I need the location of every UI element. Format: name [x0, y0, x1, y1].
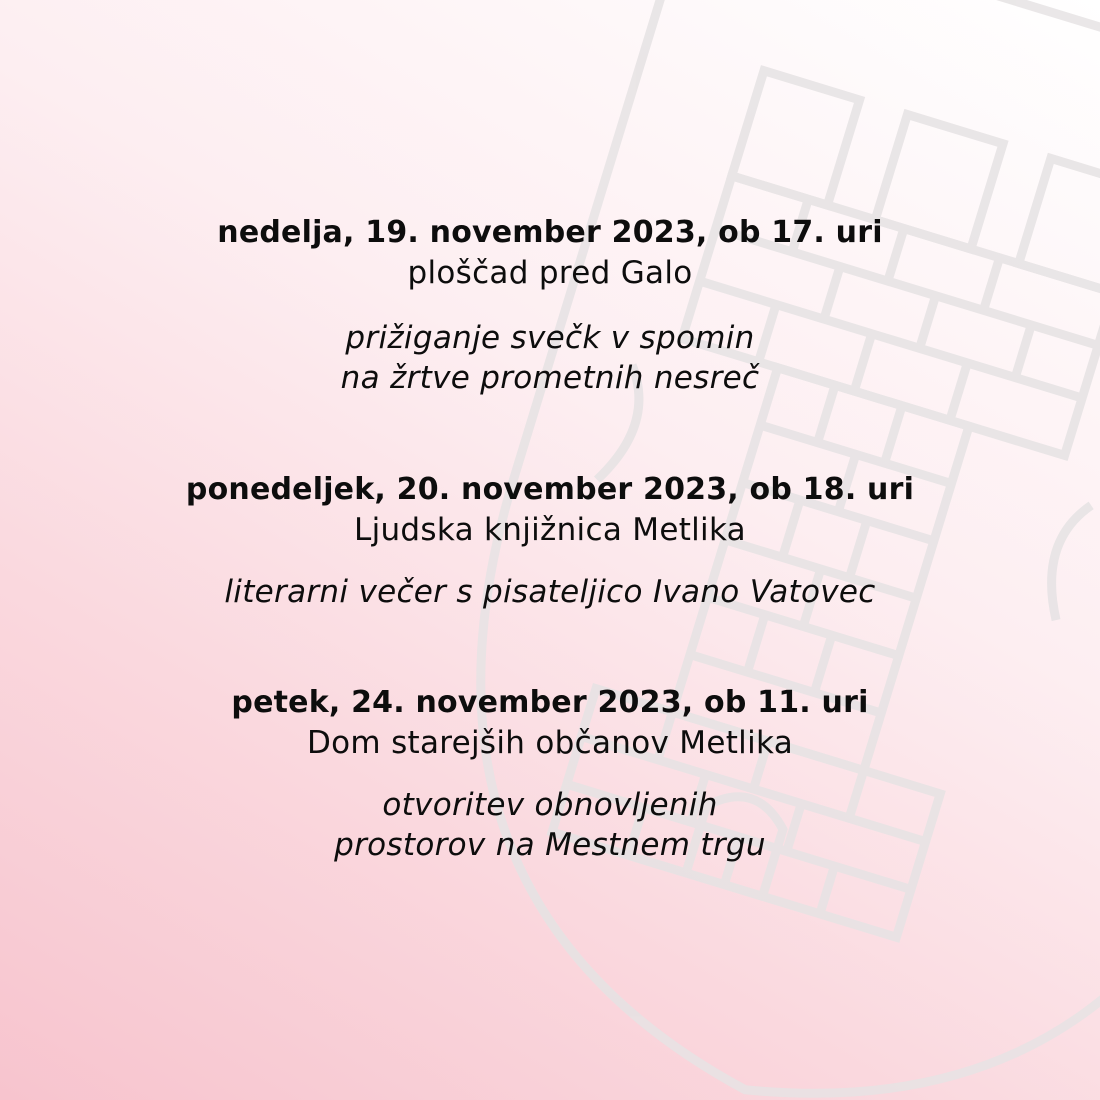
- event-date: petek, 24. november 2023, ob 11. uri: [231, 685, 869, 720]
- event-place: ploščad pred Galo: [407, 255, 693, 291]
- event-description: literarni večer s pisateljico Ivano Vatovec: [224, 574, 876, 610]
- event-place: Dom starejših občanov Metlika: [306, 725, 793, 761]
- event-description: prostorov na Mestnem trgu: [334, 827, 766, 863]
- event-description: otvoritev obnovljenih: [382, 787, 718, 823]
- event-place: Ljudska knjižnica Metlika: [354, 512, 746, 548]
- event-description: prižiganje svečk v spomin: [345, 320, 755, 356]
- event-date: nedelja, 19. november 2023, ob 17. uri: [217, 215, 883, 250]
- event-date: ponedeljek, 20. november 2023, ob 18. uri: [185, 472, 915, 507]
- event-description: na žrtve prometnih nesreč: [340, 360, 760, 396]
